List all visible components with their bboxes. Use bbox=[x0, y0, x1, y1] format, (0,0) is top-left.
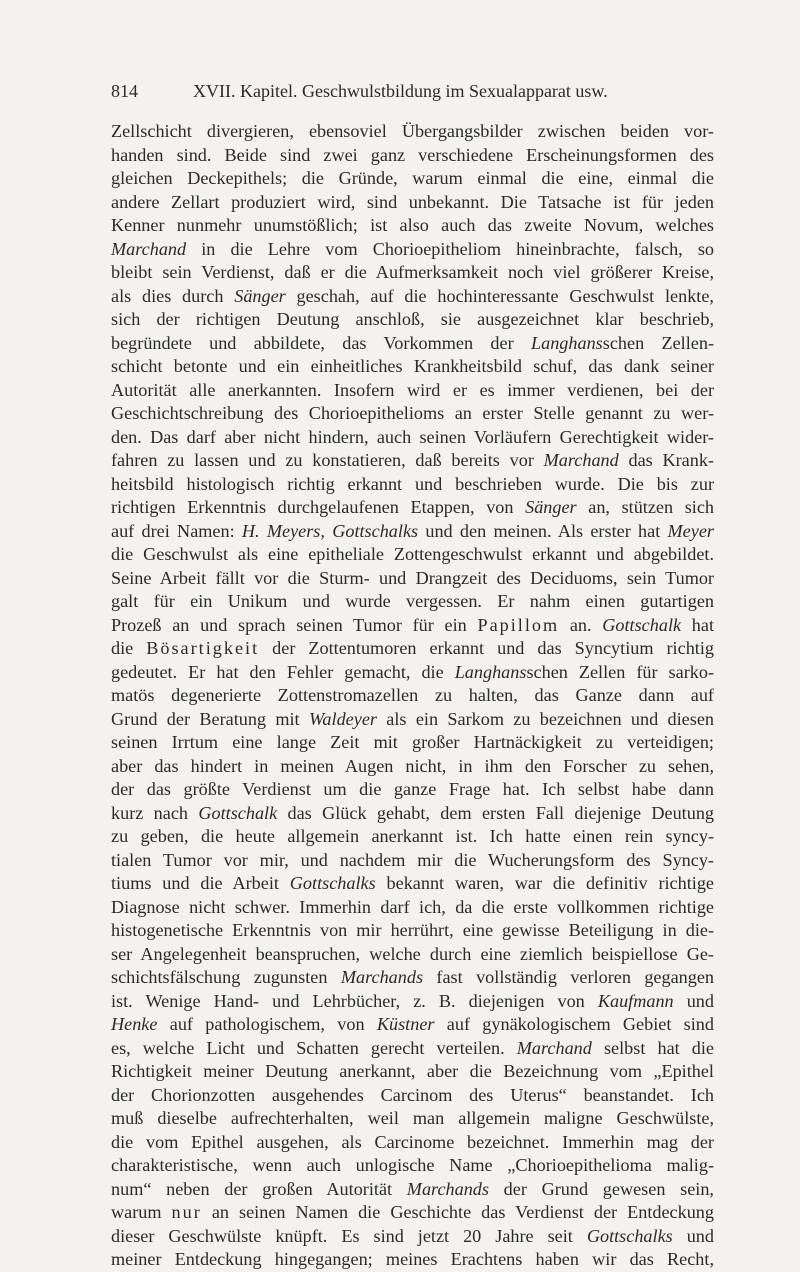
text-line bbox=[111, 708, 714, 732]
text-line bbox=[111, 520, 714, 544]
text-run: Seine Arbeit fällt vor die Sturm- und Drangzeit des Deciduoms, sein Tumor bbox=[111, 567, 714, 588]
text-run: bekannt waren, war die definitiv richtige bbox=[375, 873, 714, 893]
text-run: Diagnose nicht schwer. Immerhin darf ich, da die erste vollkommen richtige bbox=[111, 896, 714, 917]
text-run: Autorität alle anerkannten. Insofern wird er es immer verdienen, bei der bbox=[111, 379, 714, 400]
italic-name: Meyer bbox=[667, 520, 714, 541]
text-run: tiums und die Arbeit bbox=[111, 873, 290, 893]
text-line bbox=[111, 355, 714, 379]
text-run: Richtigkeit meiner Deutung anerkannt, aber die Bezeichnung vom „Epithel bbox=[111, 1061, 714, 1081]
italic-name: Marchands bbox=[406, 1178, 489, 1199]
text-line bbox=[111, 919, 714, 943]
text-line bbox=[111, 590, 714, 614]
text-run: andere Zellart produziert wird, sind unbekannt. Die Tatsache ist für jeden bbox=[111, 191, 714, 212]
text-run: charakteristische, wenn auch unlogische Name „Chorioepithelioma malig- bbox=[111, 1155, 714, 1175]
text-run: das Krank- bbox=[618, 450, 714, 470]
text-run: die vom Epithel ausgehen, als Carcinome bezeichnet. Immerhin mag der bbox=[111, 1131, 714, 1152]
text-run: histogenetische Erkenntnis von mir herrührt, eine gewisse Beteiligung in die- bbox=[111, 920, 714, 940]
text-line bbox=[111, 1154, 714, 1178]
text-line bbox=[111, 1037, 714, 1061]
text-run: tialen Tumor vor mir, und nachdem mir die Wucherungsform des Syncy- bbox=[111, 849, 714, 870]
text-run: begründete und abbildete, das Vorkommen der bbox=[111, 332, 531, 353]
text-run: gleichen Deckepithels; die Gründe, warum einmal die eine, einmal die bbox=[111, 168, 714, 188]
text-line bbox=[111, 1225, 714, 1249]
text-line bbox=[111, 684, 714, 708]
text-line bbox=[111, 1107, 714, 1131]
text-run: in die Lehre vom Chorioepitheliom hineinbrachte, falsch, so bbox=[186, 238, 714, 259]
running-title: XVII. Kapitel. Geschwulstbildung im Sexualapparat usw. bbox=[193, 81, 608, 101]
text-line bbox=[111, 379, 714, 403]
text-line bbox=[111, 614, 714, 638]
text-run: gedeutet. Er hat den Fehler gemacht, die bbox=[111, 661, 455, 682]
text-line bbox=[111, 285, 714, 309]
text-run: und bbox=[672, 1225, 714, 1246]
text-run: zu geben, die heute allgemein anerkannt ist. Ich hatte einen rein syncy- bbox=[111, 826, 714, 846]
text-run: sich der richtigen Deutung anschloß, sie ausgezeichnet klar beschrieb, bbox=[111, 309, 714, 329]
spaced-emphasis: nur bbox=[171, 1202, 202, 1222]
italic-name: Marchands bbox=[340, 967, 424, 987]
text-line bbox=[111, 731, 714, 755]
text-run: schichtsfälschung zugunsten bbox=[111, 967, 341, 987]
text-line bbox=[111, 120, 714, 144]
text-line bbox=[111, 872, 714, 896]
text-line bbox=[111, 214, 714, 238]
text-run: den. Das darf aber nicht hindern, auch seinen Vorläufern Gerechtigkeit wider- bbox=[111, 426, 714, 447]
text-line bbox=[111, 849, 714, 873]
text-line bbox=[111, 1084, 714, 1108]
text-run: auf drei Namen: bbox=[111, 520, 242, 541]
text-run: selbst hat die bbox=[591, 1037, 714, 1058]
text-run: als ein Sarkom zu bezeichnen und diesen bbox=[376, 708, 714, 729]
text-run: der Zottentumoren erkannt und das Syncytium richtig bbox=[259, 638, 714, 658]
text-line bbox=[111, 308, 714, 332]
text-run: richtigen Erkenntnis durchgelaufenen Etappen, von bbox=[111, 497, 526, 517]
text-run: an seinen Namen die Geschichte das Verdienst der Entdeckung bbox=[201, 1202, 714, 1222]
text-line bbox=[111, 167, 714, 191]
text-line bbox=[111, 1013, 714, 1037]
text-run: Kenner nunmehr unumstößlich; ist also auch das zweite Novum, welches bbox=[111, 215, 714, 235]
text-run: heitsbild histologisch richtig erkannt und beschrieben wurde. Die bis zur bbox=[111, 473, 714, 494]
text-line bbox=[111, 943, 714, 967]
text-run: muß dieselbe aufrechterhalten, weil man allgemein maligne Geschwülste, bbox=[111, 1108, 714, 1128]
text-line bbox=[111, 755, 714, 779]
text-run: fahren zu lassen und zu konstatieren, daß bereits vor bbox=[111, 450, 544, 470]
text-run: und den meinen. Als erster hat bbox=[418, 520, 668, 541]
text-run: die bbox=[111, 638, 147, 658]
italic-name: Gottschalk bbox=[602, 614, 682, 635]
text-line bbox=[111, 332, 714, 356]
text-run: der Grund gewesen sein, bbox=[488, 1178, 714, 1199]
text-run: an, stützen sich bbox=[576, 497, 715, 517]
running-header bbox=[111, 81, 608, 102]
italic-name: Gottschalks bbox=[586, 1225, 673, 1246]
text-run: warum bbox=[111, 1202, 172, 1222]
text-run: aber das hindert in meinen Augen nicht, in ihm den Forscher zu sehen, bbox=[111, 755, 714, 776]
text-line bbox=[111, 802, 714, 826]
text-run: und bbox=[673, 990, 714, 1011]
text-run: galt für ein Unikum und wurde vergessen. Er nahm einen gutartigen bbox=[111, 591, 714, 611]
text-run: geschah, auf die hochinteressante Geschwulst lenkte, bbox=[285, 285, 714, 306]
text-run: Zellschicht divergieren, ebensoviel Übergangsbilder zwischen beiden vor- bbox=[111, 121, 714, 141]
text-line bbox=[111, 661, 714, 685]
italic-name: Sänger bbox=[234, 285, 286, 306]
text-run: seinen Irrtum eine lange Zeit mit großer Hartnäckigkeit zu verteidigen; bbox=[111, 732, 714, 752]
italic-name: Küstner bbox=[376, 1014, 435, 1034]
text-run: Geschichtschreibung des Chorioepithelioms an erster Stelle genannt zu wer- bbox=[111, 403, 714, 423]
italic-name: Marchand bbox=[543, 450, 619, 470]
text-run: hat bbox=[681, 614, 714, 635]
text-run: an. bbox=[559, 614, 603, 635]
text-line bbox=[111, 966, 714, 990]
text-line bbox=[111, 449, 714, 473]
text-line bbox=[111, 473, 714, 497]
italic-name: Henke bbox=[111, 1014, 158, 1034]
text-line bbox=[111, 402, 714, 426]
text-line bbox=[111, 637, 714, 661]
text-run: auf gynäkologischem Gebiet sind bbox=[434, 1014, 714, 1034]
italic-name: Waldeyer bbox=[308, 708, 377, 729]
text-line bbox=[111, 426, 714, 450]
text-run: ist. Wenige Hand- und Lehrbücher, z. B. diejenigen von bbox=[111, 990, 598, 1011]
text-line bbox=[111, 191, 714, 215]
text-line bbox=[111, 778, 714, 802]
text-line bbox=[111, 1178, 714, 1202]
text-run: handen sind. Beide sind zwei ganz verschiedene Erscheinungsformen des bbox=[111, 144, 714, 165]
italic-name: H. Meyers, Gottschalks bbox=[241, 520, 419, 541]
body-text bbox=[111, 120, 714, 1272]
text-line bbox=[111, 543, 714, 567]
text-run: es, welche Licht und Schatten gerecht verteilen. bbox=[111, 1037, 517, 1058]
text-run: schen Zellen für sarko- bbox=[526, 661, 714, 682]
text-run: auf pathologischem, von bbox=[157, 1014, 377, 1034]
text-run: als dies durch bbox=[111, 285, 235, 306]
text-line bbox=[111, 1248, 714, 1272]
text-run: matös degenerierte Zottenstromazellen zu halten, das Ganze dann auf bbox=[111, 685, 714, 705]
text-run: Grund der Beratung mit bbox=[111, 708, 309, 729]
text-run: die Geschwulst als eine epitheliale Zottengeschwulst erkannt und abgebildet. bbox=[111, 544, 714, 564]
text-run: schen Zellen- bbox=[602, 332, 714, 353]
text-line bbox=[111, 496, 714, 520]
text-run: ser Angelegenheit beanspruchen, welche durch eine ziemlich beispiellose Ge- bbox=[111, 943, 714, 964]
text-run: bleibt sein Verdienst, daß er die Aufmerksamkeit noch viel größerer Kreise, bbox=[111, 262, 714, 282]
text-run: fast vollständig verloren gegangen bbox=[423, 967, 715, 987]
italic-name: Gottschalks bbox=[289, 873, 376, 893]
text-run: dieser Geschwülste knüpft. Es sind jetzt 20 Jahre seit bbox=[111, 1225, 587, 1246]
text-run: das Glück gehabt, dem ersten Fall diejenige Deutung bbox=[277, 802, 715, 823]
text-line bbox=[111, 1060, 714, 1084]
text-line bbox=[111, 825, 714, 849]
text-run: kurz nach bbox=[111, 802, 199, 823]
text-run: num“ neben der großen Autorität bbox=[111, 1178, 407, 1199]
text-run: der das größte Verdienst um die ganze Frage hat. Ich selbst habe dann bbox=[111, 779, 714, 799]
text-line bbox=[111, 261, 714, 285]
spaced-emphasis: Papillom bbox=[477, 614, 560, 635]
text-run: Prozeß an und sprach seinen Tumor für ein bbox=[111, 614, 478, 635]
text-run: der Chorionzotten ausgehendes Carcinom des Uterus“ beanstandet. Ich bbox=[111, 1084, 714, 1105]
text-line bbox=[111, 567, 714, 591]
text-run: meiner Entdeckung hingegangen; meines Erachtens haben wir das Recht, bbox=[111, 1249, 714, 1269]
spaced-emphasis: Bösartigkeit bbox=[146, 638, 260, 658]
italic-name: Langhans bbox=[530, 332, 603, 353]
text-line bbox=[111, 144, 714, 168]
italic-name: Marchand bbox=[516, 1037, 592, 1058]
italic-name: Gottschalk bbox=[198, 802, 278, 823]
text-run: schicht betonte und ein einheitliches Krankheitsbild schuf, das dank seiner bbox=[111, 356, 714, 376]
text-line bbox=[111, 1201, 714, 1225]
italic-name: Langhans bbox=[454, 661, 527, 682]
italic-name: Kaufmann bbox=[597, 990, 674, 1011]
italic-name: Marchand bbox=[111, 238, 187, 259]
text-line bbox=[111, 1131, 714, 1155]
italic-name: Sänger bbox=[525, 497, 577, 517]
page-number: 814 bbox=[111, 81, 138, 101]
text-line bbox=[111, 990, 714, 1014]
text-line bbox=[111, 238, 714, 262]
text-line bbox=[111, 896, 714, 920]
